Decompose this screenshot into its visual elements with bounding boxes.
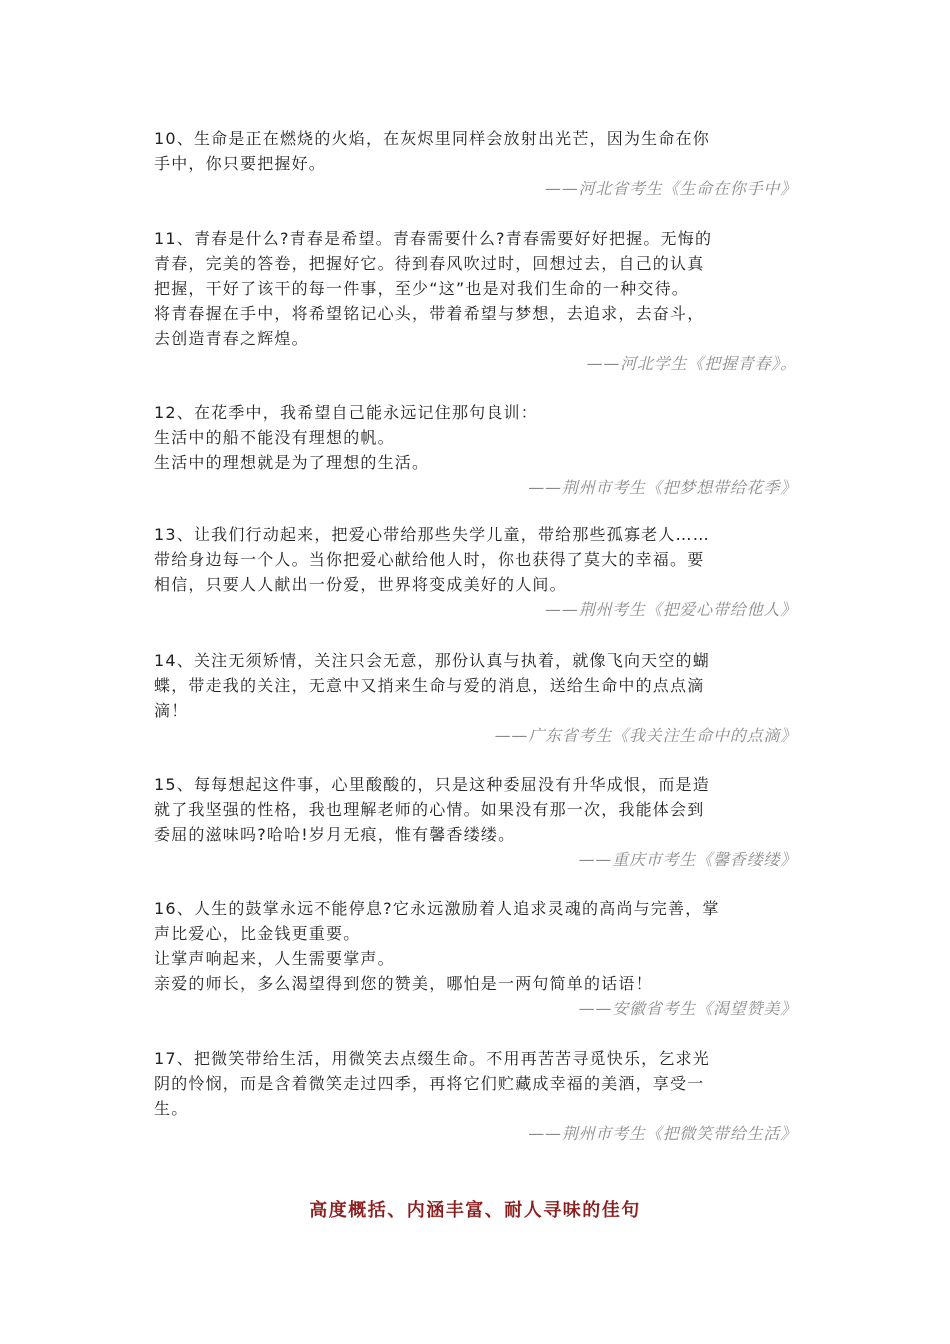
- quote-line: 生活中的船不能没有理想的帆。: [154, 428, 395, 447]
- quote-source: ——荆州市考生《把梦想带给花季》: [528, 478, 797, 497]
- quote-entry-17: [154, 1046, 797, 1146]
- quote-line: 委屈的滋味吗?哈哈!岁月无痕，惟有馨香缕缕。: [154, 825, 516, 844]
- quote-entry-14: [154, 648, 797, 748]
- quote-line: 13、让我们行动起来，把爱心带给那些失学儿童，带给那些孤寡老人……: [154, 525, 710, 544]
- quote-entry-12: [154, 400, 797, 500]
- quote-line: 12、在花季中，我希望自己能永远记住那句良训：: [154, 403, 538, 422]
- quote-line: 16、人生的鼓掌永远不能停息?它永远激励着人追求灵魂的高尚与完善，掌: [154, 899, 720, 918]
- quote-line: 把握，干好了该干的每一件事，至少“这”也是对我们生命的一种交待。: [154, 279, 689, 298]
- quote-source: ——广东省考生《我关注生命中的点滴》: [494, 726, 797, 745]
- quote-line: 让掌声响起来，人生需要掌声。: [154, 949, 395, 968]
- quote-line: 生活中的理想就是为了理想的生活。: [154, 453, 430, 472]
- quote-line: 带给身边每一个人。当你把爱心献给他人时，你也获得了莫大的幸福。要: [154, 550, 705, 569]
- quote-line: 15、每每想起这件事，心里酸酸的，只是这种委屈没有升华成恨，而是造: [154, 775, 710, 794]
- quote-entry-15: [154, 772, 797, 872]
- quote-line: 滴！: [154, 701, 189, 720]
- quote-source: ——安徽省考生《渴望赞美》: [578, 999, 797, 1018]
- quote-line: 蝶，带走我的关注，无意中又捎来生命与爱的消息，送给生命中的点点滴: [154, 676, 705, 695]
- quote-line: 青春，完美的答卷，把握好它。待到春风吹过时，回想过去，自己的认真: [154, 254, 705, 273]
- quote-line: 去创造青春之辉煌。: [154, 329, 309, 348]
- section-heading: 高度概括、内涵丰富、耐人寻味的佳句: [309, 1200, 641, 1221]
- quote-entry-11: [154, 226, 797, 376]
- quote-line: 阴的怜悯，而是含着微笑走过四季，再将它们贮藏成幸福的美酒，享受一: [154, 1074, 705, 1093]
- quote-line: 亲爱的师长，多么渴望得到您的赞美，哪怕是一两句简单的话语！: [154, 974, 653, 993]
- quote-line: 就了我坚强的性格，我也理解老师的心情。如果没有那一次，我能体会到: [154, 800, 705, 819]
- quote-line: 声比爱心，比金钱更重要。: [154, 924, 361, 943]
- quote-source: ——重庆市考生《馨香缕缕》: [578, 850, 797, 869]
- quote-line: 14、关注无须矫情，关注只会无意，那份认真与执着，就像飞向天空的蝴: [154, 651, 710, 670]
- quote-entry-16: [154, 896, 797, 1021]
- quote-line: 手中，你只要把握好。: [154, 154, 327, 173]
- quote-line: 10、生命是正在燃烧的火焰，在灰烬里同样会放射出光芒，因为生命在你: [154, 129, 710, 148]
- quote-line: 17、把微笑带给生活，用微笑去点缀生命。不用再苦苦寻觅快乐，乞求光: [154, 1049, 710, 1068]
- quote-line: 生。: [154, 1099, 189, 1118]
- quote-line: 11、青春是什么?青春是希望。青春需要什么?青春需要好好把握。无悔的: [154, 229, 713, 248]
- quote-source: ——荆州市考生《把微笑带给生活》: [528, 1124, 797, 1143]
- quote-entry-13: [154, 522, 797, 622]
- quote-line: 将青春握在手中，将希望铭记心头，带着希望与梦想，去追求，去奋斗，: [154, 304, 705, 323]
- quote-source: ——河北省考生《生命在你手中》: [544, 179, 797, 198]
- quote-source: ——河北学生《把握青春》。: [586, 354, 797, 373]
- quote-source: ——荆州考生《把爱心带给他人》: [544, 600, 797, 619]
- quote-line: 相信，只要人人献出一份爱，世界将变成美好的人间。: [154, 575, 567, 594]
- quote-entry-10: [154, 126, 797, 201]
